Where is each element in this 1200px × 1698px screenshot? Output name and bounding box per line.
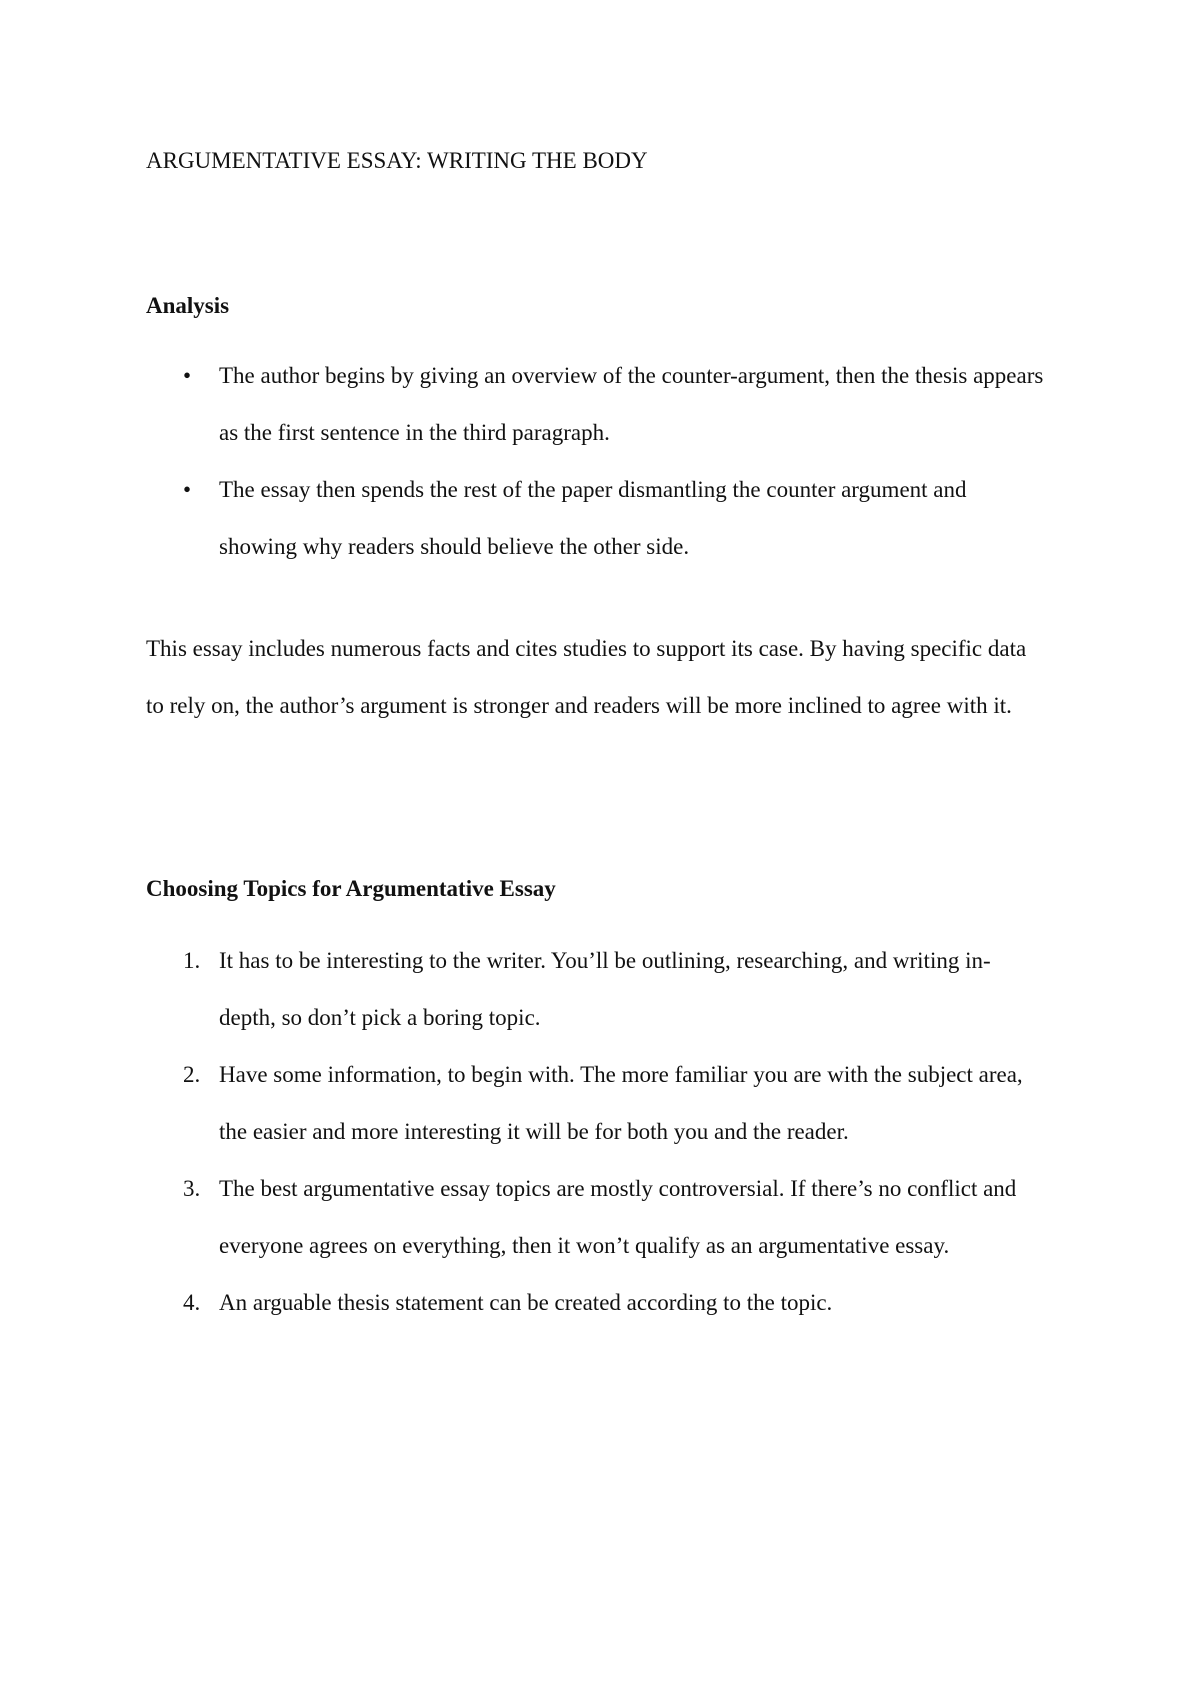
document-title: ARGUMENTATIVE ESSAY: WRITING THE BODY bbox=[146, 148, 648, 173]
bullet-text: The author begins by giving an overview of the counter-argument, then the thesis appears as the first sentence in the third paragraph. bbox=[219, 363, 1044, 445]
list-item bbox=[146, 932, 1046, 1046]
topics-numbered-list bbox=[146, 946, 1046, 1345]
bullet-text: The essay then spends the rest of the paper dismantling the counter argument and showing why readers should believe the other side. bbox=[219, 477, 967, 559]
bullet-marker: • bbox=[183, 363, 192, 388]
list-item bbox=[146, 347, 1046, 461]
analysis-bullet-list bbox=[146, 361, 1046, 589]
list-item-text: The best argumentative essay topics are mostly controversial. If there’s no conflict and everyone agrees on everything, then it won’t qualify as an argumentative essay. bbox=[219, 1176, 1017, 1258]
list-item-text: Have some information, to begin with. The more familiar you are with the subject area, the easier and more interesting it will be for both you and the reader. bbox=[219, 1062, 1023, 1144]
list-number: 1. bbox=[183, 948, 201, 973]
analysis-paragraph: This essay includes numerous facts and cites studies to support its case. By having specific data to rely on, the author’s argument is stronger and readers will be more inclined to agree with it. bbox=[146, 636, 1027, 718]
list-item bbox=[146, 1046, 1046, 1160]
list-number: 2. bbox=[183, 1062, 201, 1087]
list-item bbox=[146, 1274, 1046, 1331]
analysis-heading: Analysis bbox=[146, 293, 230, 318]
topics-heading: Choosing Topics for Argumentative Essay bbox=[146, 876, 556, 901]
bullet-marker: • bbox=[183, 477, 192, 502]
list-item bbox=[146, 461, 1046, 575]
list-number: 3. bbox=[183, 1176, 201, 1201]
list-item-text: It has to be interesting to the writer. You’ll be outlining, researching, and writing in-depth, so don’t pick a boring topic. bbox=[219, 948, 991, 1030]
list-number: 4. bbox=[183, 1290, 201, 1315]
list-item-text: An arguable thesis statement can be created according to the topic. bbox=[219, 1290, 833, 1315]
list-item bbox=[146, 1160, 1046, 1274]
